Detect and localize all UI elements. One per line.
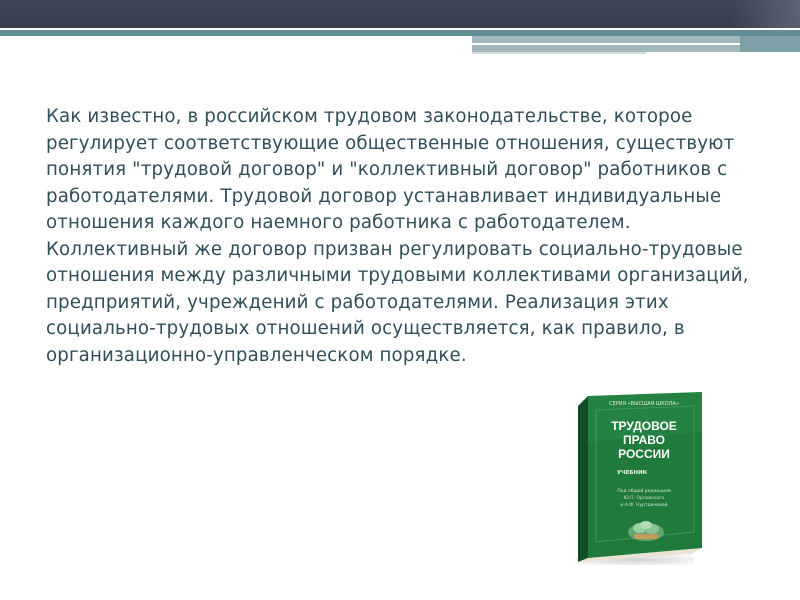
book-subtitle: УЧЕБНИК: [616, 470, 648, 476]
book-title-line2: ПРАВО: [623, 433, 665, 447]
book-editors-line3: и А.Ф. Нуртдиновой: [620, 503, 668, 508]
book-cover-image: [574, 392, 704, 562]
accent-stripe-divider: [472, 43, 740, 45]
accent-stripe-underline: [472, 52, 646, 54]
header-bar: [0, 0, 800, 28]
book-title-line1: ТРУДОВОЕ: [611, 419, 677, 433]
book-spine: [578, 396, 588, 562]
book-editors-line2: Ю.П. Орловского: [623, 496, 665, 501]
book-series: СЕРИЯ «ВЫСШАЯ ШКОЛА»: [609, 401, 679, 407]
accent-stripe-corner: [740, 36, 800, 52]
header-bar-highlight: [730, 0, 800, 28]
book-editors-line1: Под общей редакцией: [617, 489, 671, 494]
book-title-line3: РОССИИ: [618, 447, 670, 461]
slide-body-text: Как известно, в российском трудовом законодательстве, которое регулирует соответствующие общественные отношения, существуют понятия "трудовой договор" и "коллективный договор" работников с работодателями. Трудовой договор устанавливает индивидуальные отношения каждого наемного работника с работодателем. Коллективный же договор призван регулировать социально-трудовые отношения между различными трудовыми коллективами организаций, предприятий, учреждений с работодателями. Реализация этих социально-трудовых отношений осуществляется, как правило, в организационно-управленческом порядке.: [46, 106, 749, 366]
